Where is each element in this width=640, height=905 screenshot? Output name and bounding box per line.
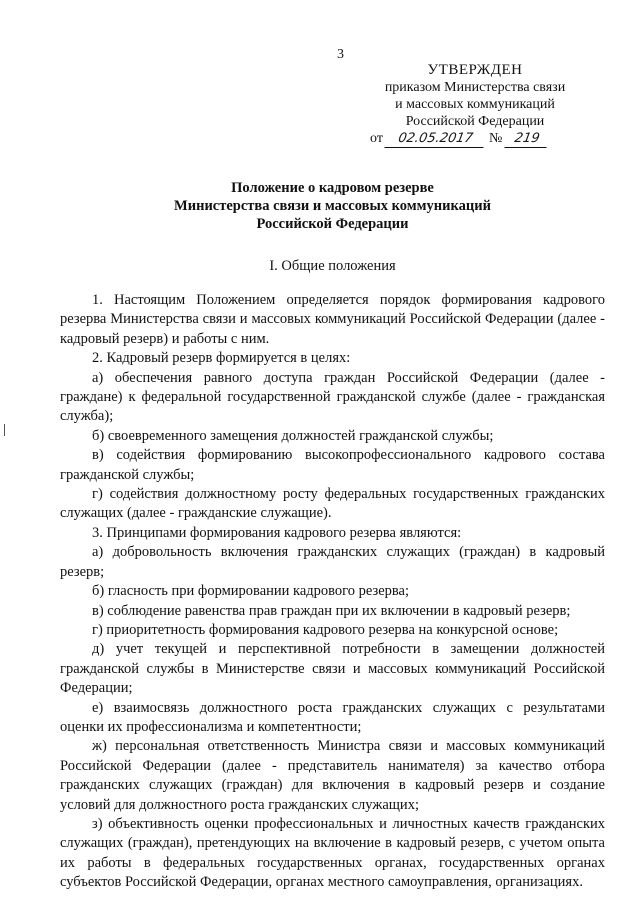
paragraph: а) добровольность включения гражданских служащих (граждан) в кадровый резерв;: [60, 544, 605, 580]
document-body: [60, 291, 605, 893]
paragraph: 3. Принципами формирования кадрового резерва являются:: [92, 524, 462, 541]
paragraph: з) объективность оценки профессиональных и личностных качеств гражданских служащих (граждан), претендующих на включение в кадровый резерв, с учетом опыта их работы в федеральных государственных органах, государственных органах субъектов Российской Федерации, органах местного самоуправления, организациях.: [60, 815, 605, 891]
title-line-1: Положение о кадровом резерве: [231, 180, 434, 196]
page-number: 3: [337, 47, 344, 62]
paragraph: б) своевременного замещения должностей гражданской службы;: [92, 427, 494, 444]
section-heading: I. Общие положения: [269, 258, 396, 274]
approval-line-1: приказом Министерства связи: [384, 80, 566, 95]
paragraph: в) содействия формированию высокопрофессионального кадрового состава гражданской службы;: [60, 447, 605, 483]
handwritten-date: 02.05.2017: [385, 130, 487, 148]
approval-line-2: и массовых коммуникаций: [395, 97, 555, 112]
date-prefix: от: [370, 131, 383, 146]
paragraph: е) взаимосвязь должностного роста гражданских служащих с результатами оценки их профессионализма и компетентности;: [60, 699, 605, 735]
approval-line-3: Российской Федерации: [405, 114, 545, 129]
margin-mark: [4, 424, 5, 436]
paragraph: б) гласность при формировании кадрового резерва;: [92, 583, 410, 600]
approval-date-line: [370, 130, 590, 148]
paragraph: г) приоритетность формирования кадрового резерва на конкурсной основе;: [92, 621, 559, 638]
title-line-2: Министерства связи и массовых коммуникаций: [174, 198, 491, 214]
title-line-3: Российской Федерации: [256, 216, 409, 232]
paragraph: 1. Настоящим Положением определяется порядок формирования кадрового резерва Министерства связи и массовых коммуникаций Российской Федерации (далее - кадровый резерв) и работы с ним.: [60, 292, 605, 347]
document-title: [60, 179, 605, 233]
paragraph: д) учет текущей и перспективной потребности в замещении должностей гражданской службы в Министерстве связи и массовых коммуникаций Российской Федерации;: [60, 641, 605, 697]
approval-stamp: [360, 62, 590, 148]
number-sign: №: [488, 131, 503, 146]
paragraph: ж) персональная ответственность Министра связи и массовых коммуникаций Российской Федерации (далее - представитель нанимателя) за качество отбора гражданских служащих (граждан) для включения в кадровый резерв и создание условий для должностного роста гражданских служащих;: [60, 738, 605, 813]
handwritten-number: 219: [504, 130, 549, 148]
paragraph: 2. Кадровый резерв формируется в целях:: [92, 350, 351, 367]
paragraph: г) содействия должностному росту федеральных государственных гражданских служащих (далее - гражданские служащие).: [60, 486, 605, 522]
paragraph: а) обеспечения равного доступа граждан Российской Федерации (далее - граждане) к федеральной государственной гражданской службе (далее - гражданская служба);: [60, 369, 605, 425]
paragraph: в) соблюдение равенства прав граждан при их включении в кадровый резерв;: [92, 602, 571, 619]
approval-heading: УТВЕРЖДЕН: [427, 62, 523, 78]
